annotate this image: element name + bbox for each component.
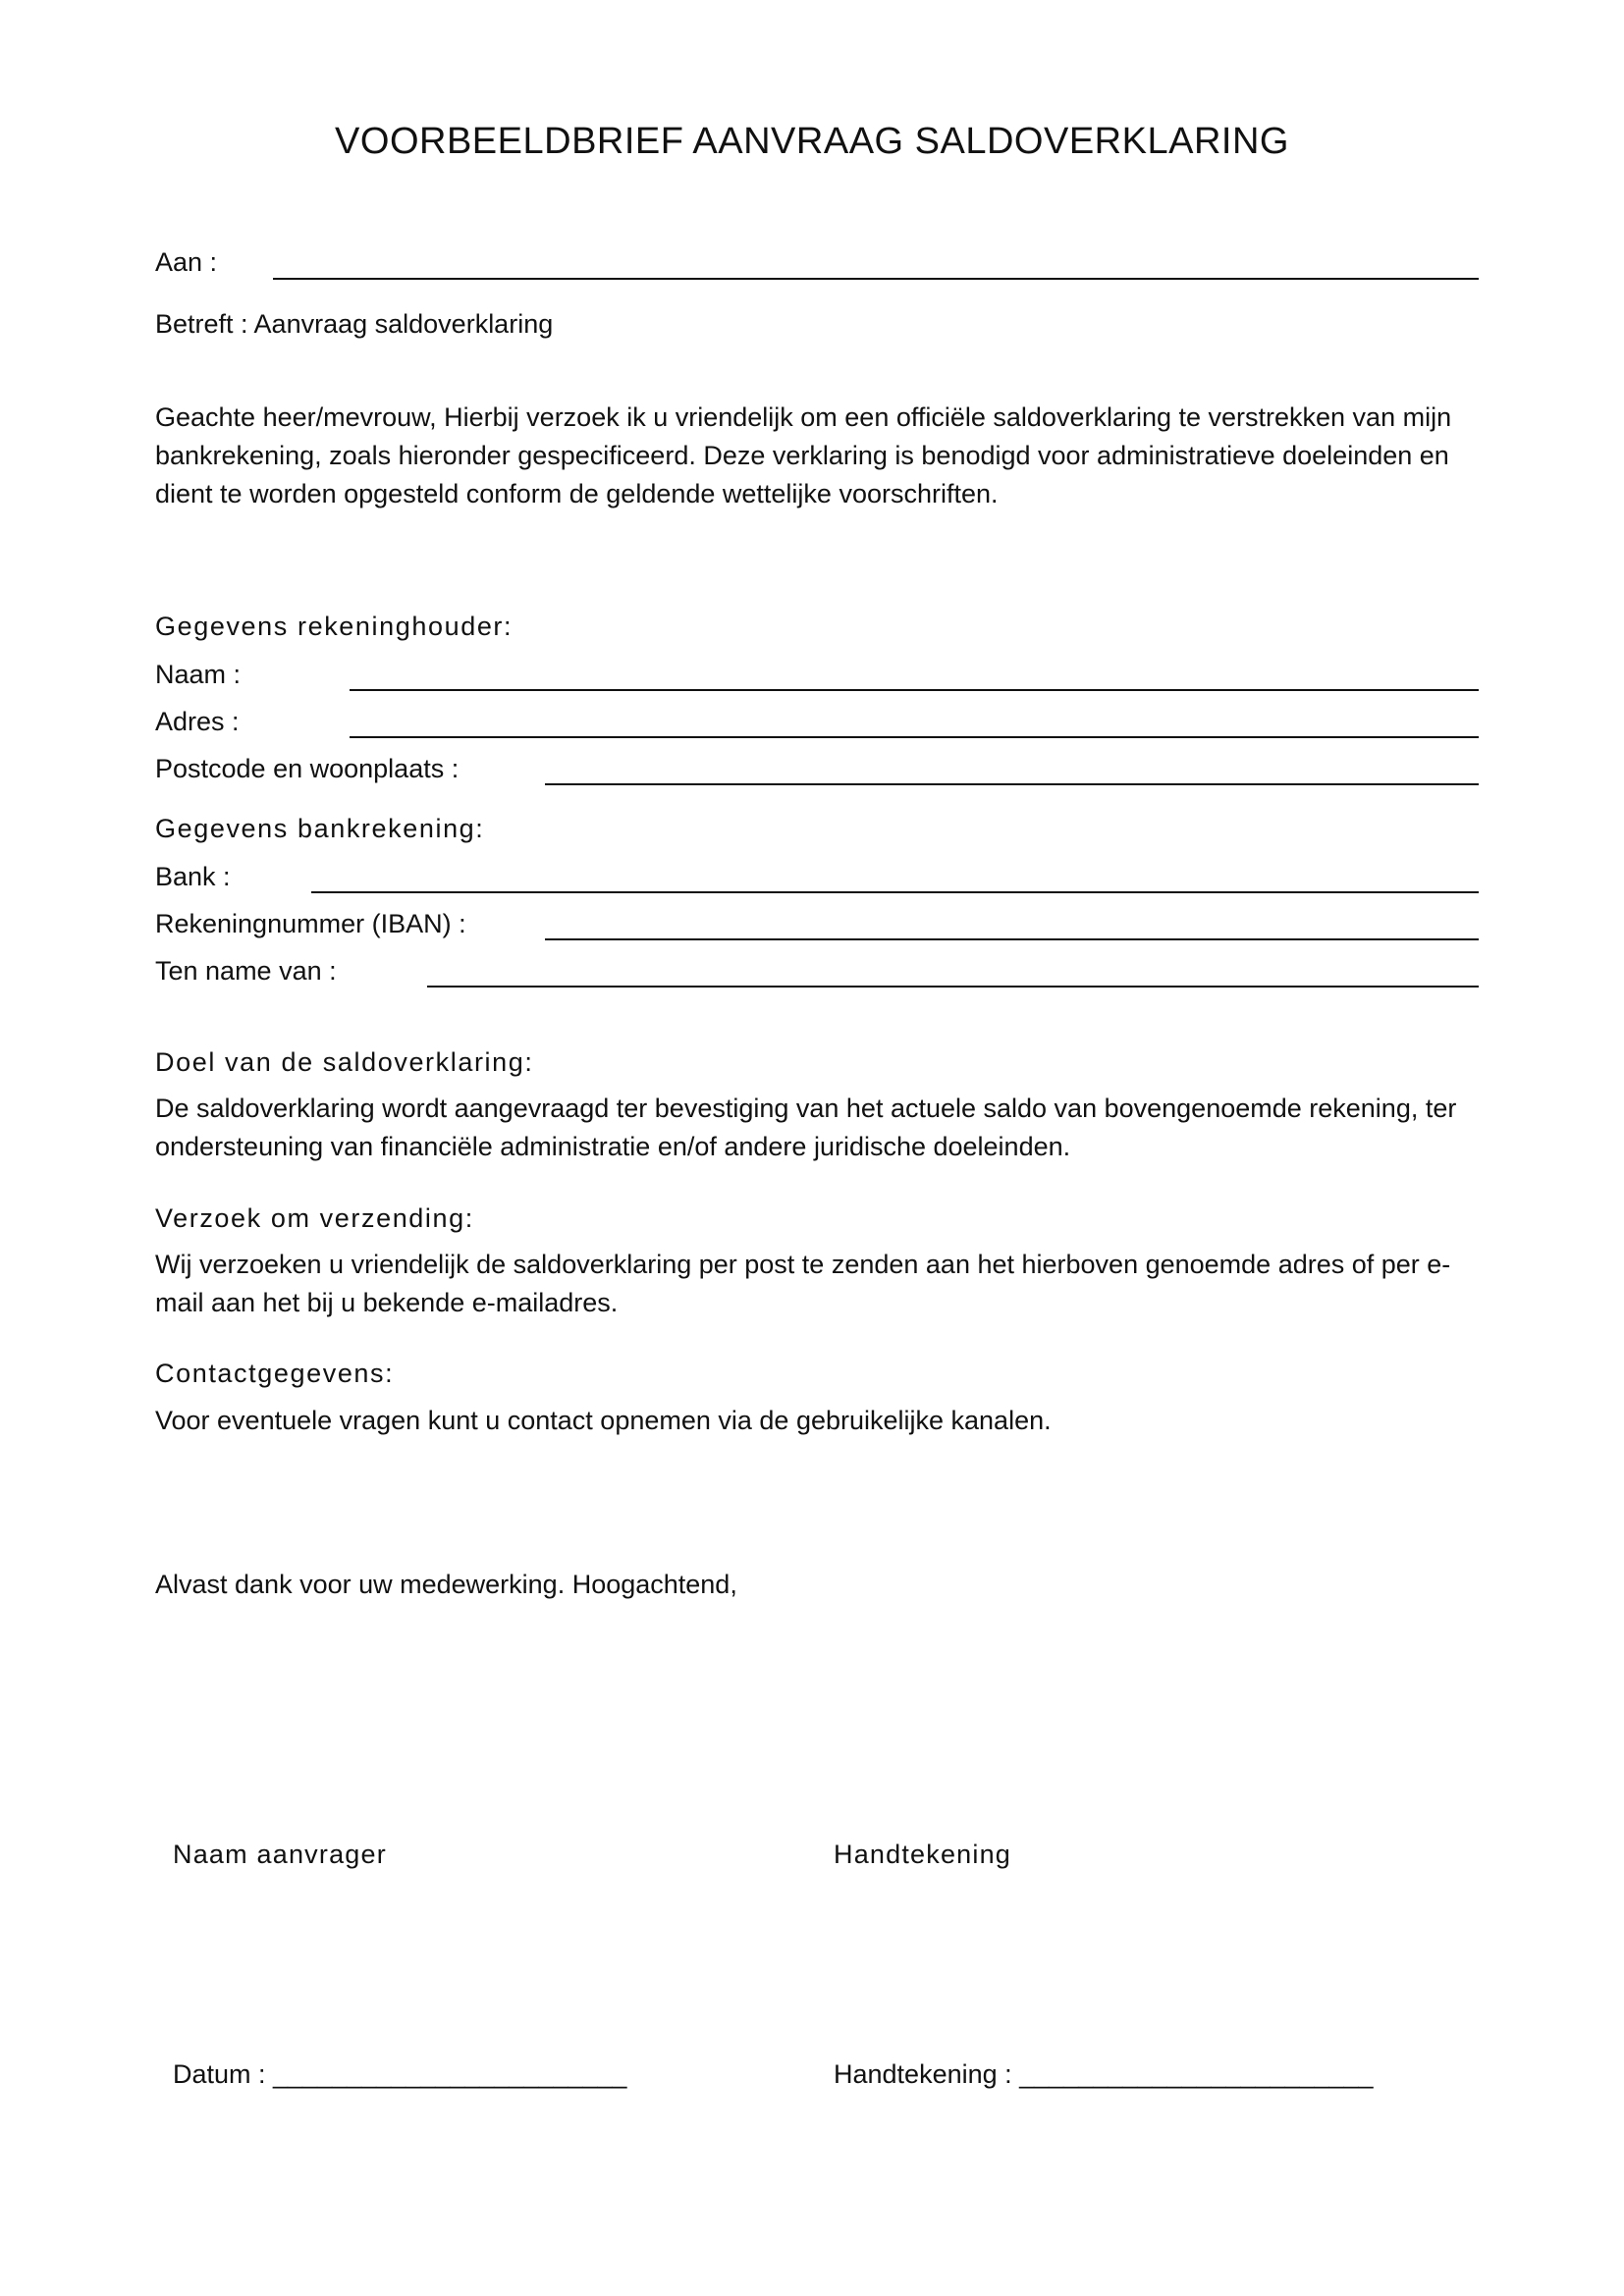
contact-text: Voor eventuele vragen kunt u contact opnemen via de gebruikelijke kanalen. bbox=[155, 1406, 1052, 1435]
closing-text: Alvast dank voor uw medewerking. Hoogachtend, bbox=[155, 1570, 737, 1599]
holder-heading: Gegevens rekeninghouder: bbox=[155, 612, 514, 641]
purpose-paragraph: De saldoverklaring wordt aangevraagd ter bevestiging van het actuele saldo van bovengenoemde rekening, ter ondersteuning van financiële administratie en/of andere juridische doeleinden. bbox=[155, 1094, 1457, 1161]
holder-address-label: Adres : bbox=[155, 707, 240, 736]
page-title: VOORBEELDBRIEF AANVRAAG SALDOVERKLARING bbox=[335, 121, 1289, 162]
purpose-heading: Doel van de saldoverklaring: bbox=[155, 1047, 534, 1077]
signature-field[interactable]: Handtekening : ________________________ bbox=[834, 2059, 1374, 2089]
bank-name-field-line[interactable] bbox=[311, 891, 1479, 893]
bank-name-label: Bank : bbox=[155, 862, 231, 891]
bank-iban-label: Rekeningnummer (IBAN) : bbox=[155, 909, 466, 938]
bank-holder-field-line[interactable] bbox=[427, 986, 1479, 988]
to-label: Aan : bbox=[155, 247, 218, 277]
holder-name-label: Naam : bbox=[155, 660, 242, 689]
holder-postal-label: Postcode en woonplaats : bbox=[155, 754, 460, 783]
shipping-heading: Verzoek om verzending: bbox=[155, 1203, 474, 1233]
bank-heading: Gegevens bankrekening: bbox=[155, 814, 485, 843]
shipping-paragraph: Wij verzoeken u vriendelijk de saldoverklaring per post te zenden aan het hierboven genoemde adres of per e-mail aan het bij u bekende e-mailadres. bbox=[155, 1250, 1451, 1317]
holder-address-field-line[interactable] bbox=[350, 736, 1479, 738]
signature-label: Handtekening bbox=[834, 1840, 1012, 1869]
holder-name-field-line[interactable] bbox=[350, 689, 1479, 691]
holder-postal-field-line[interactable] bbox=[545, 783, 1479, 785]
subject-line: Betreft : Aanvraag saldoverklaring bbox=[155, 309, 554, 339]
contact-heading: Contactgegevens: bbox=[155, 1359, 395, 1388]
bank-iban-field-line[interactable] bbox=[545, 938, 1479, 940]
date-field[interactable]: Datum : ________________________ bbox=[173, 2059, 627, 2089]
intro-paragraph: Geachte heer/mevrouw, Hierbij verzoek ik u vriendelijk om een officiële saldoverklaring te verstrekken van mijn bankrekening, zoals hieronder gespecificeerd. Deze verklaring is benodigd voor administratieve doeleinden en dient te worden opgesteld conform de geldende wettelijke voorschriften. bbox=[155, 402, 1452, 508]
applicant-name-label: Naam aanvrager bbox=[173, 1840, 387, 1869]
bank-holder-label: Ten name van : bbox=[155, 956, 337, 986]
to-field-line[interactable] bbox=[273, 278, 1479, 280]
